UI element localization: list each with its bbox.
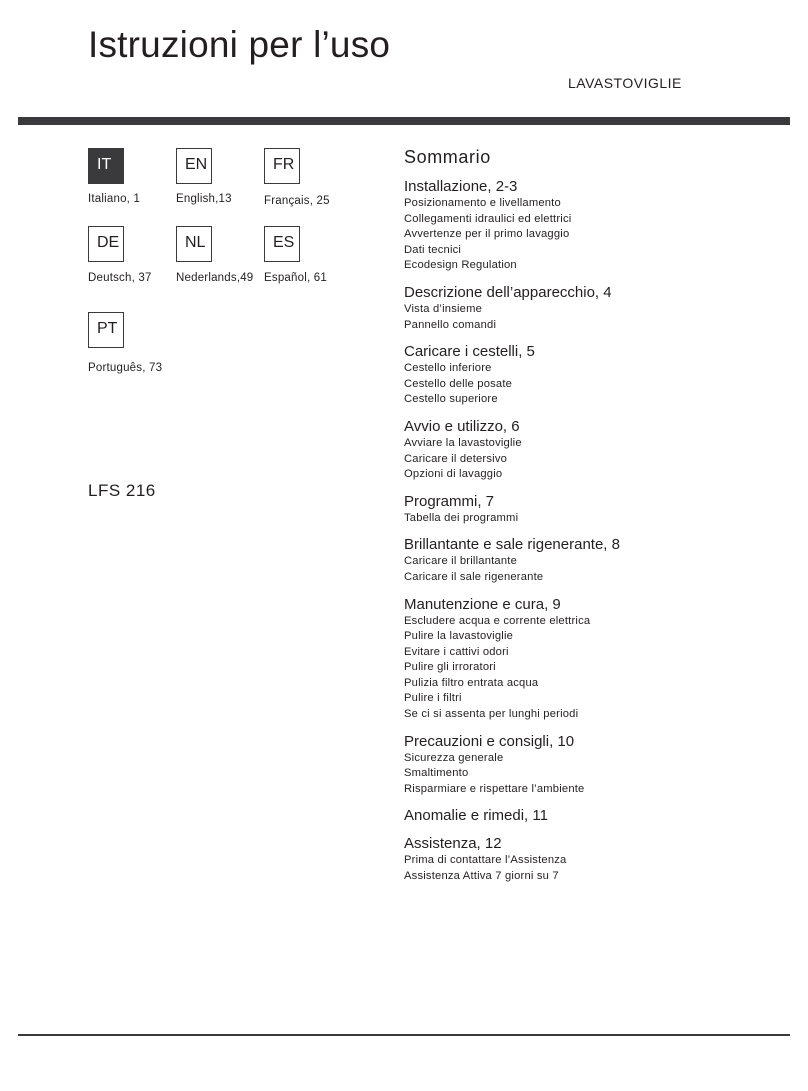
toc-section-title[interactable]: Anomalie e rimedi, 11 (404, 807, 548, 825)
toc-section-descrizione (404, 284, 794, 333)
toc-section-title[interactable]: Assistenza, 12 (404, 835, 502, 853)
toc-item[interactable]: Sicurezza generale (404, 751, 504, 764)
toc-item[interactable]: Assistenza Attiva 7 giorni su 7 (404, 870, 559, 883)
toc-item[interactable]: Cestello superiore (404, 393, 498, 406)
footer-divider (18, 1034, 790, 1036)
lang-label-de: Deutsch, 37 (88, 272, 152, 284)
toc-section-manutenzione (404, 596, 794, 723)
lang-box-fr[interactable]: FR (264, 148, 300, 184)
toc-item[interactable]: Pannello comandi (404, 318, 497, 331)
toc-item[interactable]: Risparmiare e rispettare l’ambiente (404, 782, 585, 795)
toc-item[interactable]: Cestello inferiore (404, 362, 492, 375)
toc-section-title[interactable]: Manutenzione e cura, 9 (404, 595, 561, 613)
lang-label-pt: Português, 73 (88, 362, 163, 374)
lang-box-en[interactable]: EN (176, 148, 212, 184)
toc-item[interactable]: Ecodesign Regulation (404, 259, 517, 272)
lang-label-nl: Nederlands,49 (176, 272, 254, 284)
toc-item[interactable]: Posizionamento e livellamento (404, 197, 561, 209)
toc-section-title[interactable]: Programmi, 7 (404, 492, 495, 510)
toc-item[interactable]: Smaltimento (404, 767, 469, 780)
toc-section-brillantante (404, 536, 794, 585)
toc-item[interactable]: Caricare il sale rigenerante (404, 570, 544, 583)
toc-item[interactable]: Escludere acqua e corrente elettrica (404, 614, 591, 627)
toc-item[interactable]: Pulire i filtri (404, 692, 462, 705)
toc-section-installazione (404, 178, 794, 274)
toc-item[interactable]: Caricare il brillantante (404, 555, 517, 568)
toc-item[interactable]: Caricare il detersivo (404, 452, 508, 465)
lang-label-fr: Français, 25 (264, 195, 330, 207)
toc-item[interactable]: Opzioni di lavaggio (404, 468, 503, 481)
toc-section-programmi (404, 493, 794, 527)
toc-item[interactable]: Prima di contattare l’Assistenza (404, 854, 567, 867)
toc-section-caricare-cestelli (404, 343, 794, 408)
toc-section-precauzioni (404, 733, 794, 798)
lang-box-de[interactable]: DE (88, 226, 124, 262)
toc-section-title[interactable]: Avvio e utilizzo, 6 (404, 417, 520, 435)
toc-item[interactable]: Collegamenti idraulici ed elettrici (404, 212, 572, 225)
toc-item[interactable]: Pulire gli irroratori (404, 661, 496, 674)
model-number: LFS 216 (88, 481, 156, 500)
lang-box-it[interactable]: IT (88, 148, 124, 184)
header-divider (18, 117, 790, 125)
table-of-contents (404, 146, 794, 895)
toc-section-title[interactable]: Caricare i cestelli, 5 (404, 343, 535, 361)
page-title: Istruzioni per l’uso (88, 24, 391, 65)
product-type: LAVASTOVIGLIE (568, 75, 682, 91)
lang-label-es: Español, 61 (264, 272, 327, 284)
lang-label-it: Italiano, 1 (88, 193, 141, 205)
toc-item[interactable]: Se ci si assenta per lunghi periodi (404, 708, 579, 721)
toc-heading: Sommario (404, 147, 491, 167)
lang-box-nl[interactable]: NL (176, 226, 212, 262)
toc-item[interactable]: Avviare la lavastoviglie (404, 436, 522, 449)
toc-item[interactable]: Evitare i cattivi odori (404, 645, 509, 658)
toc-section-assistenza (404, 835, 794, 884)
toc-item[interactable]: Avvertenze per il primo lavaggio (404, 228, 570, 241)
lang-label-en: English,13 (176, 193, 232, 205)
toc-item[interactable]: Vista d’insieme (404, 302, 483, 315)
toc-section-title[interactable]: Brillantante e sale rigenerante, 8 (404, 536, 620, 554)
toc-item[interactable]: Pulire la lavastoviglie (404, 630, 514, 643)
lang-box-es[interactable]: ES (264, 226, 300, 262)
toc-item[interactable]: Cestello delle posate (404, 377, 513, 390)
toc-item[interactable]: Tabella dei programmi (404, 511, 519, 524)
toc-section-title[interactable]: Descrizione dell’apparecchio, 4 (404, 283, 612, 301)
toc-item[interactable]: Pulizia filtro entrata acqua (404, 676, 539, 689)
toc-section-title[interactable]: Installazione, 2-3 (404, 178, 518, 195)
toc-section-anomalie (404, 807, 794, 825)
toc-item[interactable]: Dati tecnici (404, 243, 462, 256)
toc-section-title[interactable]: Precauzioni e consigli, 10 (404, 732, 575, 750)
toc-section-avvio (404, 418, 794, 483)
lang-box-pt[interactable]: PT (88, 312, 124, 348)
